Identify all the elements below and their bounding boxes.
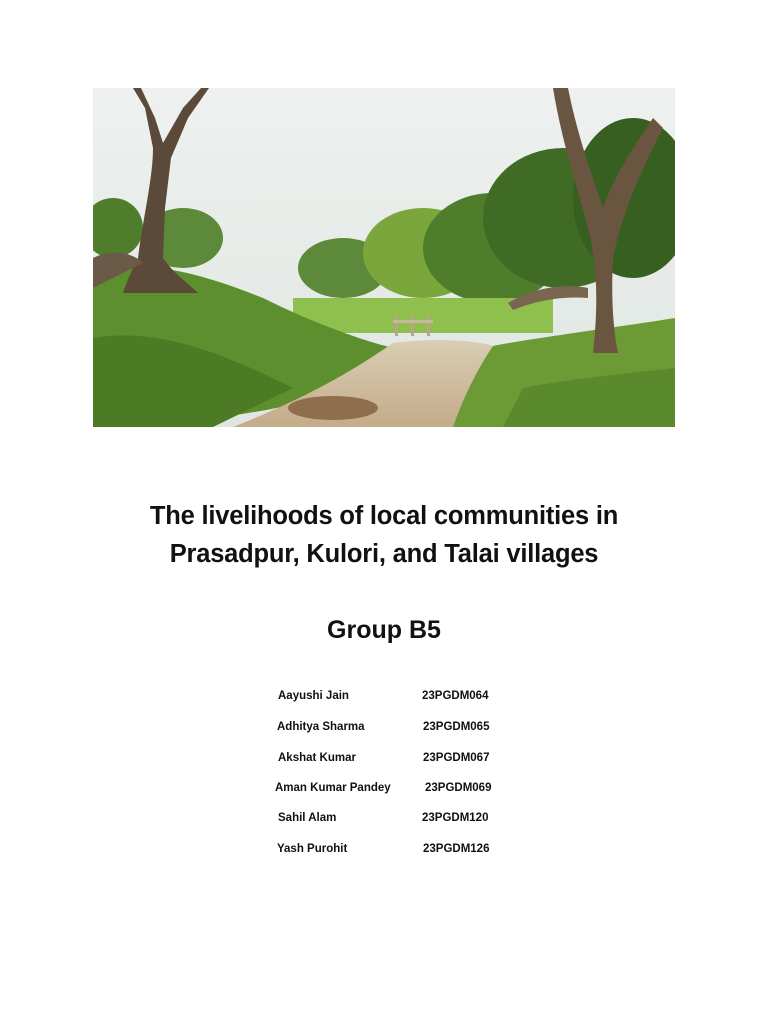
group-label: Group B5 bbox=[327, 616, 441, 644]
member-name: Akshat Kumar bbox=[278, 752, 356, 764]
member-name: Aman Kumar Pandey bbox=[275, 782, 391, 794]
title-line-2: Prasadpur, Kulori, and Talai villages bbox=[169, 540, 599, 568]
member-id: 23PGDM120 bbox=[422, 812, 489, 824]
title-line-1: The livelihoods of local communities in bbox=[149, 502, 619, 530]
landscape-illustration bbox=[93, 88, 675, 427]
cover-photo bbox=[93, 88, 675, 427]
member-name: Yash Purohit bbox=[277, 843, 348, 855]
document-title bbox=[84, 497, 684, 573]
member-name: Adhitya Sharma bbox=[277, 721, 365, 733]
member-name: Sahil Alam bbox=[278, 812, 337, 824]
member-id: 23PGDM067 bbox=[423, 752, 490, 764]
member-id: 23PGDM126 bbox=[423, 843, 490, 855]
member-id: 23PGDM069 bbox=[425, 782, 492, 794]
member-id: 23PGDM065 bbox=[423, 721, 490, 733]
member-id: 23PGDM064 bbox=[422, 690, 489, 702]
member-name: Aayushi Jain bbox=[278, 690, 349, 702]
